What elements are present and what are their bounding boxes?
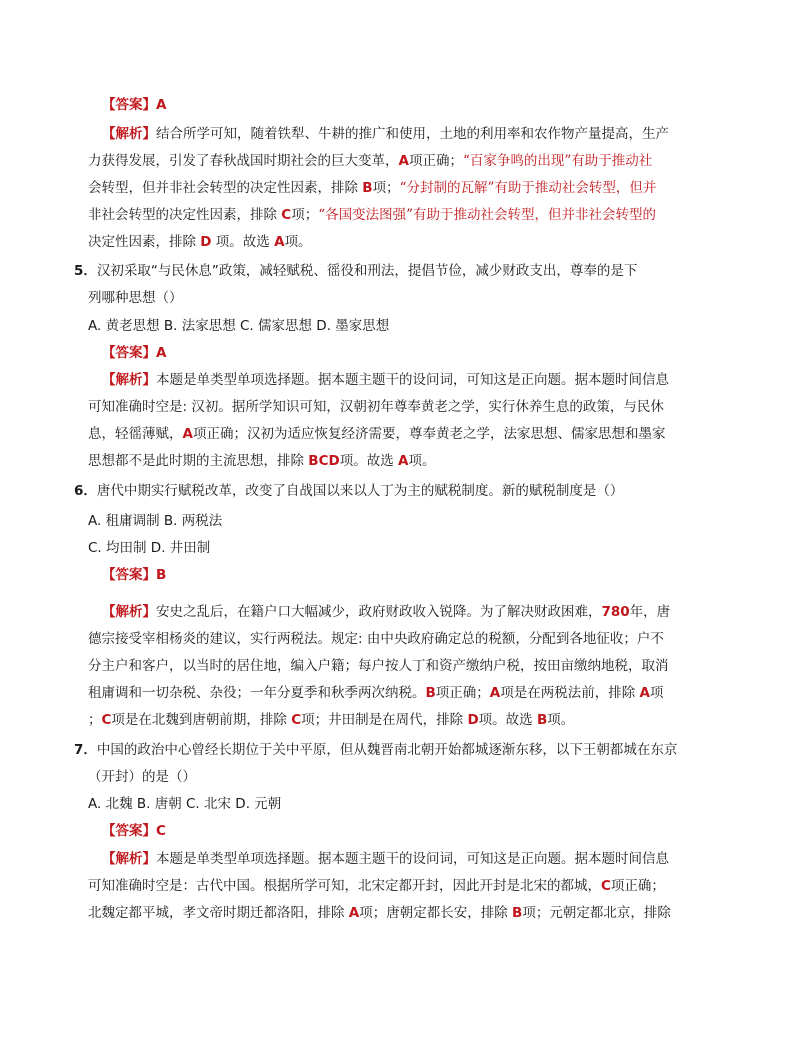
option-letter: A — [489, 685, 501, 701]
answer-tag: 【答案】 — [102, 97, 156, 113]
option-letter: A — [639, 685, 650, 701]
text: 非社会转型的决定性因素，排除 — [88, 207, 282, 223]
option-letter: C — [291, 712, 302, 728]
answer-value: C — [156, 823, 166, 839]
question-number: 6． — [74, 483, 97, 499]
option-letter: D — [467, 712, 479, 728]
q5-stem-line-2 — [88, 288, 183, 308]
text: 项。 — [284, 234, 312, 250]
text: 项 — [650, 685, 664, 701]
option-letter: A — [398, 453, 409, 469]
q5-stem-line-1 — [74, 261, 637, 281]
q7-stem-line-2 — [88, 767, 196, 787]
text: ； — [88, 712, 102, 728]
explanation-text: 本题是单类型单项选择题。据本题主题干的设问词，可知这是正向题。据本题时间信息 — [156, 372, 669, 388]
question-number: 7． — [74, 742, 97, 758]
option-letter: B — [512, 905, 523, 921]
q5-explanation-line-1 — [102, 370, 669, 390]
q7-answer-line — [102, 821, 166, 841]
quoted-text: “各国变法图强”有助于推动社会转型，但并非社会转型的 — [318, 207, 657, 223]
answer-value: A — [156, 345, 167, 361]
explanation-tag: 【解析】 — [102, 126, 156, 142]
q6-explanation-line-1 — [102, 602, 670, 622]
q4-explanation-line-1 — [102, 124, 669, 144]
text: 安史之乱后，在籍户口大幅减少，政府财政收入锐降。为了解决财政困难， — [156, 604, 602, 620]
option-letter: A — [348, 905, 360, 921]
text: 年，唐 — [629, 604, 671, 620]
q6-options-line-2 — [88, 538, 210, 558]
answer-tag: 【答案】 — [102, 567, 156, 583]
q7-explanation-line-3 — [88, 903, 671, 923]
text: 项。故选 — [339, 453, 398, 469]
text: 项是在北魏到唐朝前期，排除 — [111, 712, 292, 728]
q5-explanation-line-4 — [88, 451, 435, 471]
options-text: A. 北魏 B. 唐朝 C. 北宋 D. 元朝 — [88, 796, 282, 812]
q6-stem-line-1 — [74, 481, 623, 501]
text: 项。故选 — [211, 234, 275, 250]
option-letter: D — [200, 234, 212, 250]
text: 力获得发展，引发了春秋战国时期社会的巨大变革， — [88, 153, 399, 169]
text: 项；元朝定都北京，排除 — [522, 905, 671, 921]
q5-explanation-line-3 — [88, 424, 665, 444]
text: 项正确；汉初为适应恢复经济需要，尊奉黄老之学，法家思想、儒家思想和墨家 — [192, 426, 666, 442]
q6-explanation-line-3 — [88, 656, 669, 676]
answer-value: B — [156, 567, 167, 583]
answer-tag: 【答案】 — [102, 345, 156, 361]
q4-explanation-line-5 — [88, 232, 312, 252]
q7-options — [88, 794, 281, 814]
q6-explanation-line-5 — [88, 710, 574, 730]
text: 项正确； — [408, 153, 463, 169]
year: 780 — [601, 604, 630, 620]
text: 决定性因素，排除 — [88, 234, 201, 250]
text: 项正确； — [610, 878, 665, 894]
q4-explanation-line-4 — [88, 205, 656, 225]
option-letter: C — [601, 878, 611, 894]
explanation-tag: 【解析】 — [102, 372, 156, 388]
question-stem: 唐代中期实行赋税改革，改变了自战国以来以人丁为主的赋税制度。新的赋税制度是（） — [96, 483, 624, 499]
explanation-tag: 【解析】 — [102, 851, 156, 867]
q7-explanation-line-1 — [102, 849, 669, 869]
explanation-text: 分主户和客户，以当时的居住地，编入户籍；每户按人丁和资产缴纳户税，按田亩缴纳地税，取消 — [88, 658, 669, 674]
text: 项；唐朝定都长安，排除 — [359, 905, 513, 921]
q4-explanation-line-2 — [88, 151, 652, 171]
q4-explanation-line-3 — [88, 178, 656, 198]
options-text: A. 黄老思想 B. 法家思想 C. 儒家思想 D. 墨家思想 — [88, 318, 390, 334]
explanation-text: 可知准确时空是: 汉初。据所学知识可知，汉朝初年尊奉黄老之学，实行休养生息的政策，与民休 — [88, 399, 664, 415]
option-letter: A — [398, 153, 409, 169]
answer-value: A — [156, 97, 167, 113]
question-stem: 中国的政治中心曾经长期位于关中平原，但从魏晋南北朝开始都城逐渐东移，以下王朝都城在东京 — [96, 742, 678, 758]
option-letter: B — [362, 180, 373, 196]
text: 思想都不是此时期的主流思想，排除 — [88, 453, 309, 469]
option-letter: A — [182, 426, 193, 442]
text: 可知准确时空是：古代中国。根据所学可知，北宋定都开封，因此开封是北宋的都城， — [88, 878, 601, 894]
text: 项。 — [547, 712, 575, 728]
quoted-text: “分封制的瓦解”有助于推动社会转型，但并 — [399, 180, 657, 196]
question-stem: 列哪种思想（） — [88, 290, 183, 306]
q5-answer-line — [102, 343, 166, 363]
option-letter: C — [281, 207, 292, 223]
explanation-tag: 【解析】 — [102, 604, 156, 620]
text: 息，轻徭薄赋， — [88, 426, 183, 442]
options-text: C. 均田制 D. 井田制 — [88, 540, 211, 556]
question-stem: （开封）的是（） — [88, 769, 196, 785]
answer-tag: 【答案】 — [102, 823, 156, 839]
options-text: A. 租庸调制 B. 两税法 — [88, 513, 223, 529]
option-letter: B — [425, 685, 436, 701]
text: 会转型，但并非社会转型的决定性因素，排除 — [88, 180, 363, 196]
quoted-text: “百家争鸣的出现”有助于推动社 — [462, 153, 653, 169]
explanation-text: 本题是单类型单项选择题。据本题主题干的设问词，可知这是正向题。据本题时间信息 — [156, 851, 669, 867]
q4-answer-line — [102, 95, 166, 115]
text: 项；井田制是在周代，排除 — [301, 712, 468, 728]
question-number: 5． — [74, 263, 97, 279]
text: 项正确； — [435, 685, 490, 701]
text: 项； — [372, 180, 400, 196]
text: 项。故选 — [478, 712, 537, 728]
option-letter: C — [101, 712, 112, 728]
q6-explanation-line-2 — [88, 629, 664, 649]
text: 租庸调和一切杂税、杂役；一年分夏季和秋季两次纳税。 — [88, 685, 426, 701]
text: 项； — [291, 207, 319, 223]
text: 项是在两税法前，排除 — [500, 685, 640, 701]
question-stem: 汉初采取“与民休息”政策，减轻赋税、徭役和刑法，提倡节俭，减少财政支出，尊奉的是下 — [96, 263, 638, 279]
q7-stem-line-1 — [74, 740, 677, 760]
text: 项。 — [408, 453, 436, 469]
explanation-text: 德宗接受宰相杨炎的建议，实行两税法。规定: 由中央政府确定总的税额，分配到各地征收；户不 — [88, 631, 664, 647]
explanation-text: 结合所学可知，随着铁犁、牛耕的推广和使用，土地的利用率和农作物产量提高，生产 — [156, 126, 669, 142]
q6-explanation-line-4 — [88, 683, 664, 703]
q5-options — [88, 316, 389, 336]
option-letter: B — [536, 712, 548, 728]
option-letter: BCD — [308, 453, 340, 469]
option-letter: A — [274, 234, 285, 250]
text: 北魏定都平城，孝文帝时期迁都洛阳，排除 — [88, 905, 349, 921]
q5-explanation-line-2 — [88, 397, 664, 417]
q6-answer-line — [102, 565, 166, 585]
q7-explanation-line-2 — [88, 876, 665, 896]
q6-options-line-1 — [88, 511, 222, 531]
